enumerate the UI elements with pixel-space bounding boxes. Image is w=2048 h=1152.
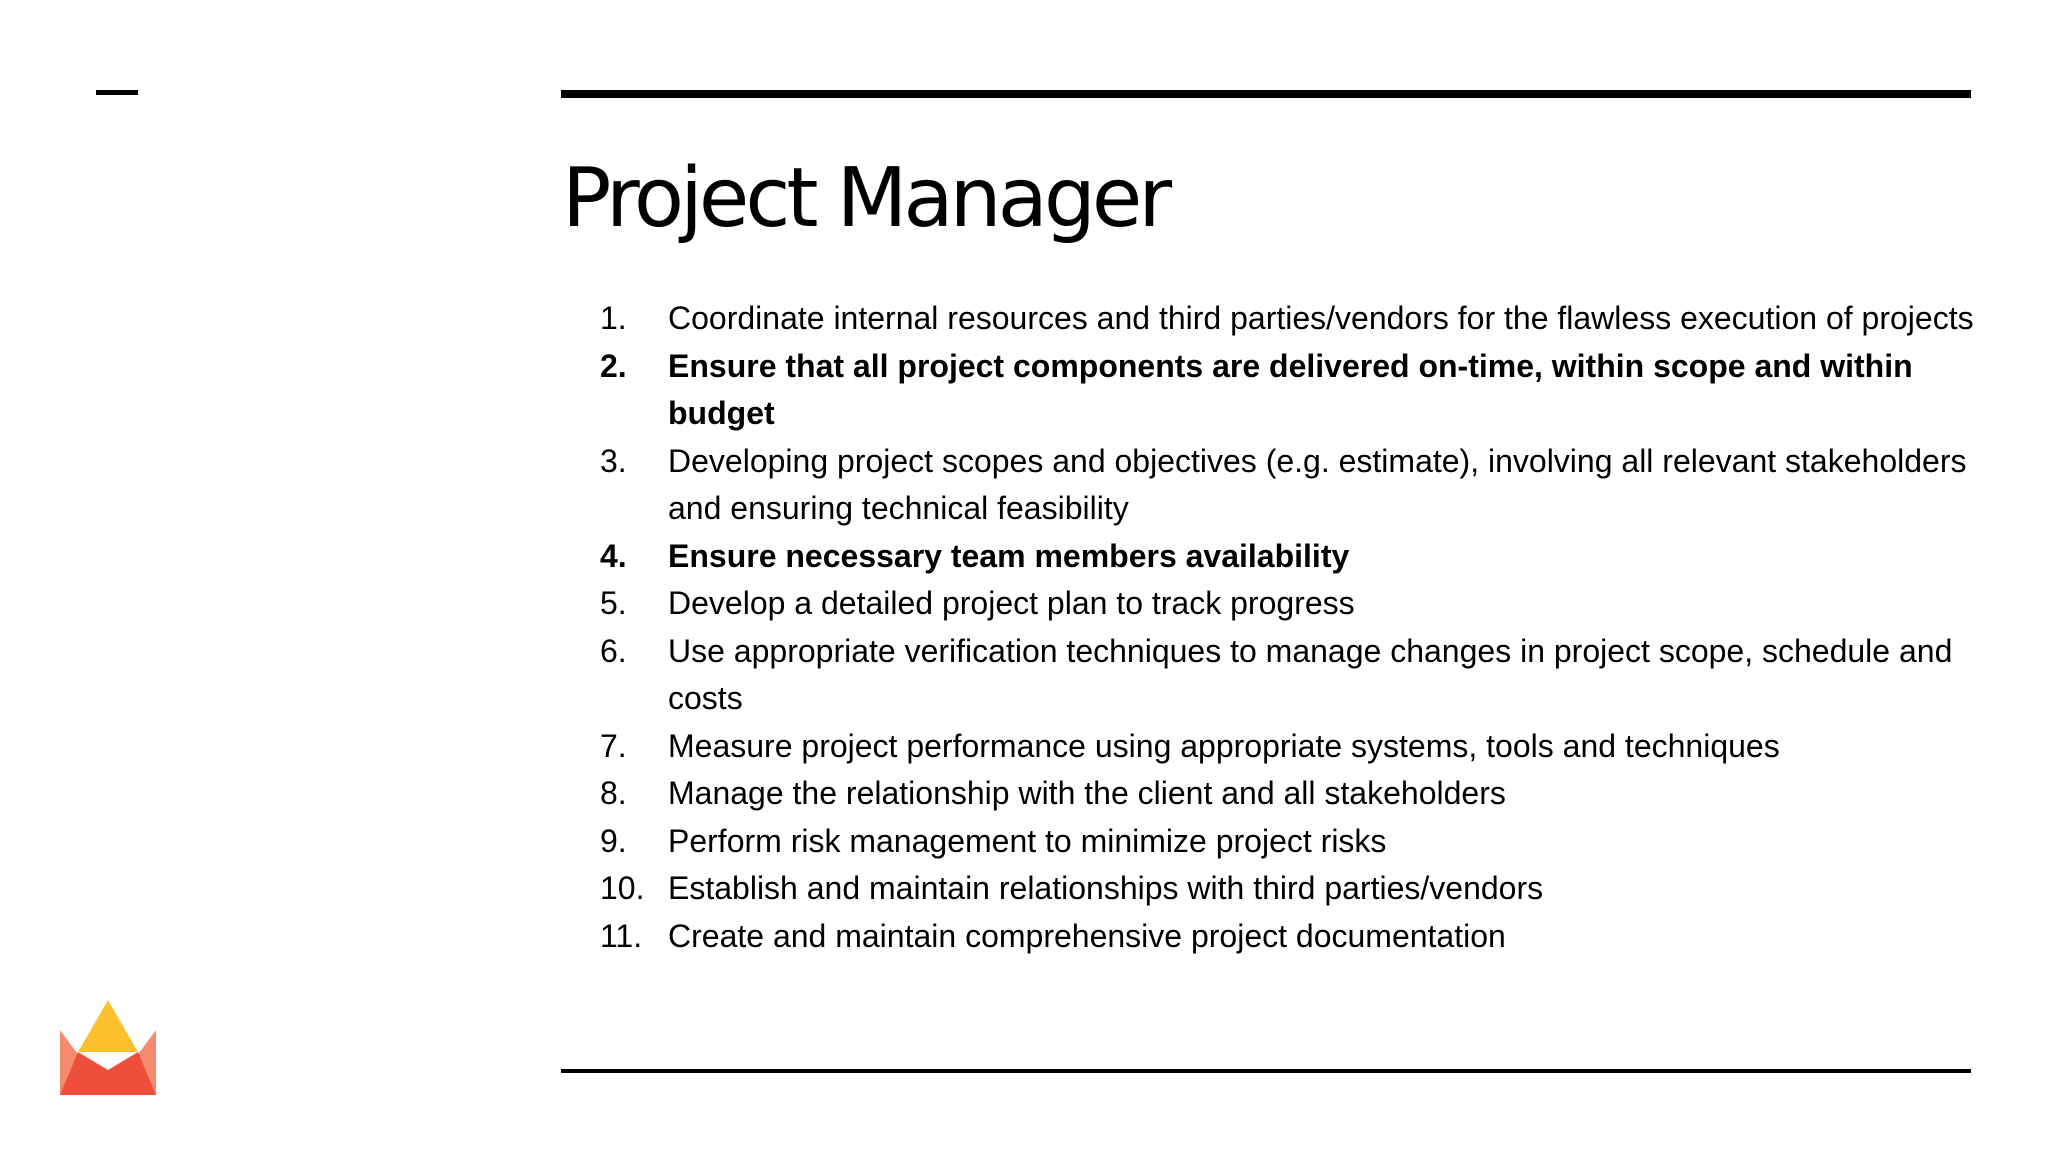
list-item-number: 7. xyxy=(600,727,627,764)
list-item-number: 4. xyxy=(600,537,627,574)
corner-dash-decoration xyxy=(96,90,138,95)
crown-logo-icon xyxy=(60,1000,156,1100)
list-item xyxy=(600,295,1980,343)
slide-title: Project Manager xyxy=(562,151,1169,246)
list-item xyxy=(600,628,1980,723)
list-item-text: Measure project performance using appropriate systems, tools and techniques xyxy=(668,727,1780,764)
list-item-text: Perform risk management to minimize project risks xyxy=(668,822,1387,859)
list-item-text: Establish and maintain relationships with third parties/vendors xyxy=(668,870,1544,906)
list-item-text: Coordinate internal resources and third parties/vendors for the flawless execution of projects xyxy=(668,300,1974,336)
list-item xyxy=(600,818,1980,866)
list-item-text: Developing project scopes and objectives (e.g. estimate), involving all relevant stakeholders and ensuring technical feasibility xyxy=(668,442,1967,526)
logo-center-peak xyxy=(78,1000,138,1052)
bottom-rule xyxy=(561,1069,1971,1073)
list-item xyxy=(600,533,1980,581)
list-item-text: Create and maintain comprehensive project documentation xyxy=(668,917,1506,954)
list-item-number: 11. xyxy=(600,917,643,954)
list-item-number: 9. xyxy=(600,822,627,859)
list-item xyxy=(600,770,1980,818)
list-item xyxy=(600,913,1980,961)
responsibilities-list xyxy=(600,295,1980,960)
list-item-number: 8. xyxy=(600,775,627,811)
list-item-text: Ensure necessary team members availability xyxy=(668,537,1350,574)
list-item-text: Develop a detailed project plan to track progress xyxy=(668,585,1355,621)
list-item-number: 6. xyxy=(600,632,627,669)
list-item xyxy=(600,580,1980,628)
list-item-text: Manage the relationship with the client and all stakeholders xyxy=(668,775,1506,811)
list-item-text: Ensure that all project components are delivered on-time, within scope and within budget xyxy=(668,347,1913,431)
list-item xyxy=(600,723,1980,771)
list-item-number: 3. xyxy=(600,442,627,479)
list-item xyxy=(600,865,1980,913)
list-item-number: 5. xyxy=(600,585,627,621)
list-item-number: 10. xyxy=(600,870,645,906)
top-rule xyxy=(561,90,1971,98)
list-item-number: 2. xyxy=(600,347,627,384)
list-item-number: 1. xyxy=(600,300,627,336)
list-item xyxy=(600,438,1980,533)
list-item xyxy=(600,343,1980,438)
list-item-text: Use appropriate verification techniques to manage changes in project scope, schedule and costs xyxy=(668,632,1953,716)
